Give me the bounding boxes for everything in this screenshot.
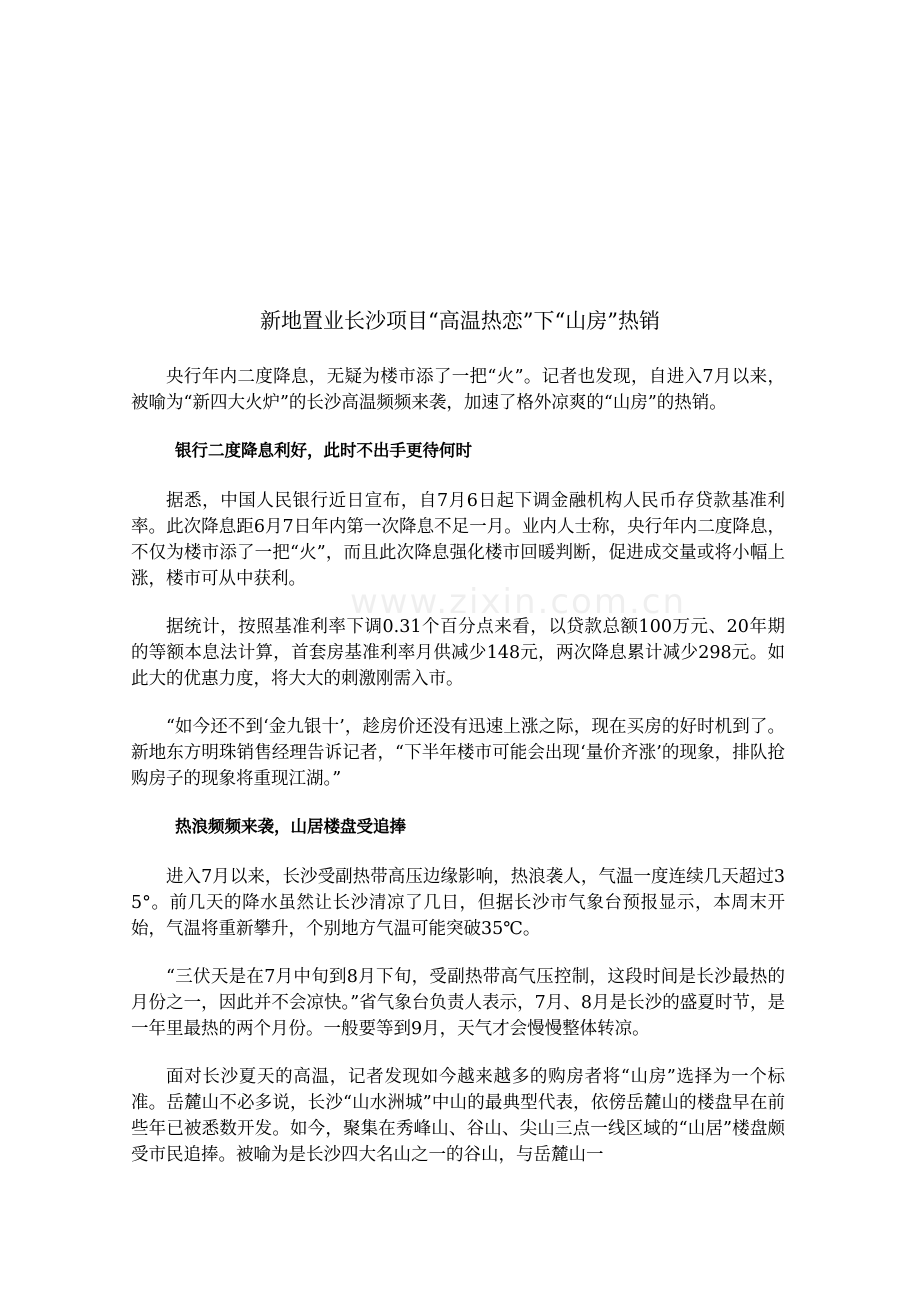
section-heading-heatwave: 热浪频频来袭，山居楼盘受追捧 — [175, 817, 406, 836]
paragraph-rate-cut-news: 据悉，中国人民银行近日宣布，自7月6日起下调金融机构人民币存贷款基准利率。此次降息距6月7日年内第一次降息不足一月。业内人士称，央行年内二度降息，不仅为楼市添了一把“火”，而且此次降息强化楼市回暖判断，促进成交量或将小幅上涨，楼市可从中获利。 — [131, 491, 785, 589]
paragraph-weather-quote: “三伏天是在7月中旬到8月下旬，受副热带高气压控制，这段时间是长沙最热的月份之一，因此并不会凉快。”省气象台负责人表示，7月、8月是长沙的盛夏时节，是一年里最热的两个月份。一般要等到9月，天气才会慢慢整体转凉。 — [131, 967, 785, 1039]
paragraph-rate-cut-stats: 据统计，按照基准利率下调0.31个百分点来看，以贷款总额100万元、20年期的等额本息法计算，首套房基准利率月供减少148元，两次降息累计减少298元。如此大的优惠力度，将大大的刺激刚需入市。 — [131, 617, 785, 689]
paragraph-sales-quote: “如今还不到‘金九银十’，趁房价还没有迅速上涨之际，现在买房的好时机到了。新地东方明珠销售经理告诉记者，“下半年楼市可能会出现‘量价齐涨’的现象，排队抢购房子的现象将重现江湖。” — [131, 717, 785, 789]
paragraph-mountain-homes: 面对长沙夏天的高温，记者发现如今越来越多的购房者将“山房”选择为一个标准。岳麓山不必多说，长沙“山水洲城”中山的最典型代表，依傍岳麓山的楼盘早在前些年已被悉数开发。如今，聚集在秀峰山、谷山、尖山三点一线区域的“山居”楼盘颇受市民追捧。被喻为是长沙四大名山之一的谷山，与岳麓山一 — [131, 1067, 785, 1165]
section-heading-rate-cut: 银行二度降息利好，此时不出手更待何时 — [175, 441, 472, 460]
watermark: www.zixin.com.cn — [350, 582, 686, 622]
paragraph-heatwave: 进入7月以来，长沙受副热带高压边缘影响，热浪袭人，气温一度连续几天超过35°。前几天的降水虽然让长沙清凉了几日，但据长沙市气象台预报显示，本周末开始，气温将重新攀升，个别地方气温可能突破35℃。 — [131, 867, 785, 939]
paragraph-intro: 央行年内二度降息，无疑为楼市添了一把“火”。记者也发现，自进入7月以来，被喻为“新四大火炉”的长沙高温频频来袭，加速了格外凉爽的“山房”的热销。 — [131, 367, 785, 413]
document-title: 新地置业长沙项目“高温热恋”下“山房”热销 — [260, 309, 660, 333]
article-body — [131, 364, 785, 1190]
